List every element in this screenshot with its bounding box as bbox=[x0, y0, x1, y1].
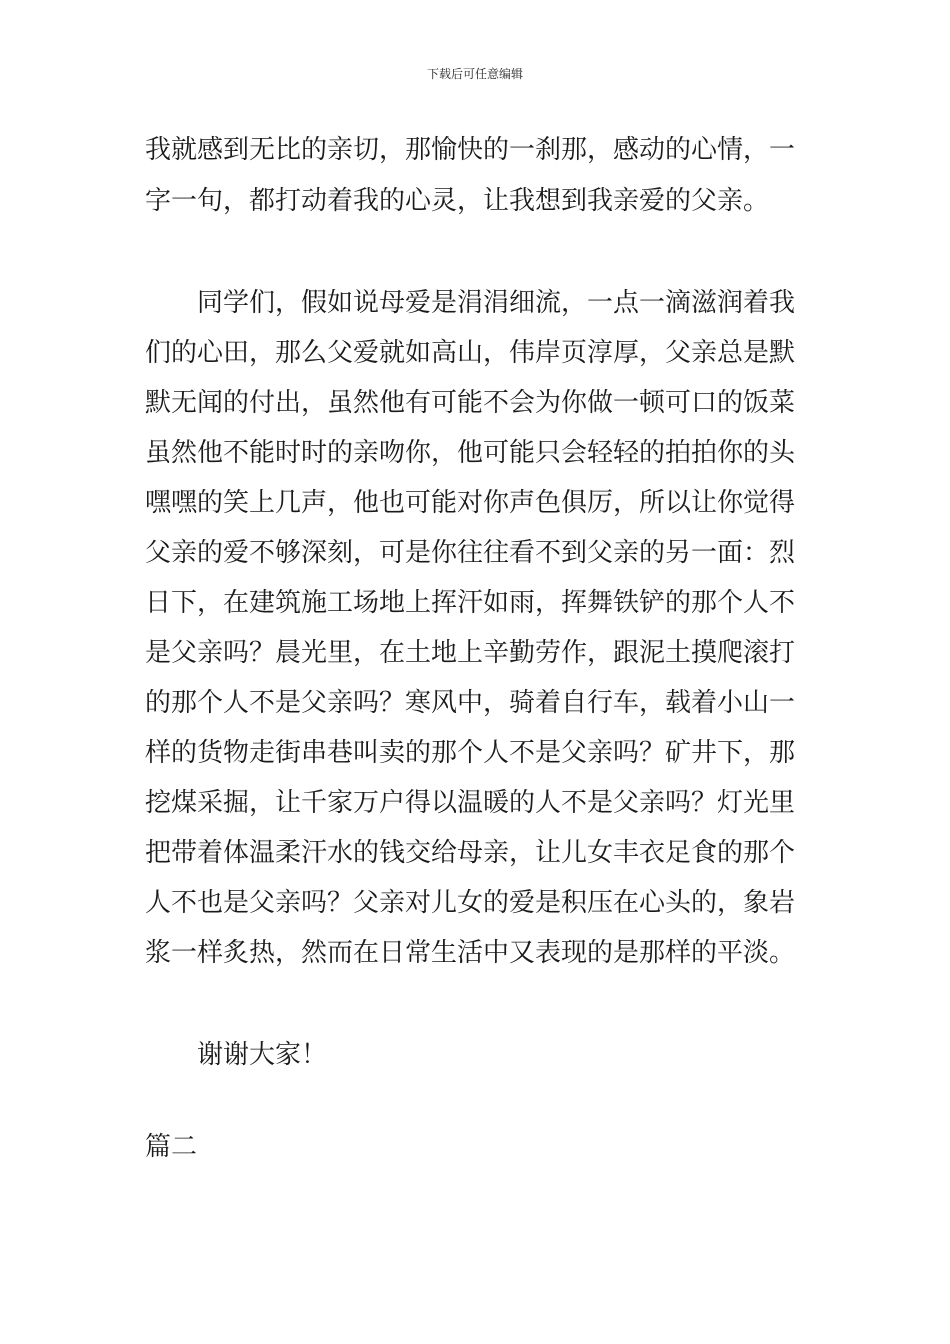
paragraph-2-line-11: 挖煤采掘，让千家万户得以温暖的人不是父亲吗？灯光里 bbox=[145, 788, 796, 818]
paragraph-2-line-1: 同学们，假如说母爱是涓涓细流，一点一滴滋润着我 bbox=[145, 288, 796, 318]
paragraph-2-line-14: 浆一样炙热，然而在日常生活中又表现的是那样的平淡。 bbox=[145, 938, 796, 968]
section-heading: 篇二 bbox=[145, 1132, 198, 1162]
thanks-line: 谢谢大家！ bbox=[145, 1040, 328, 1070]
paragraph-2-line-2: 们的心田，那么父爱就如高山，伟岸页淳厚，父亲总是默 bbox=[145, 338, 796, 368]
paragraph-1-line-2: 字一句，都打动着我的心灵，让我想到我亲爱的父亲。 bbox=[145, 186, 770, 216]
paragraph-2-line-12: 把带着体温柔汗水的钱交给母亲，让儿女丰衣足食的那个 bbox=[145, 838, 796, 868]
paragraph-2-line-13: 人不也是父亲吗？父亲对儿女的爱是积压在心头的，象岩 bbox=[145, 888, 796, 918]
paragraph-2-line-7: 日下，在建筑施工场地上挥汗如雨，挥舞铁铲的那个人不 bbox=[145, 588, 796, 618]
paragraph-2-line-10: 样的货物走街串巷叫卖的那个人不是父亲吗？矿井下，那 bbox=[145, 738, 796, 768]
paragraph-2-line-8: 是父亲吗？晨光里，在土地上辛勤劳作，跟泥土摸爬滚打 bbox=[145, 638, 796, 668]
paragraph-2-line-5: 嘿嘿的笑上几声，他也可能对你声色俱厉，所以让你觉得 bbox=[145, 488, 796, 518]
paragraph-2-line-9: 的那个人不是父亲吗？寒风中，骑着自行车，载着小山一 bbox=[145, 688, 796, 718]
paragraph-2-line-6: 父亲的爱不够深刻，可是你往往看不到父亲的另一面：烈 bbox=[145, 538, 796, 568]
paragraph-2-line-3: 默无闻的付出，虽然他有可能不会为你做一顿可口的饭菜 bbox=[145, 388, 796, 418]
page-header-note: 下载后可任意编辑 bbox=[426, 67, 523, 81]
paragraph-2-line-4: 虽然他不能时时的亲吻你，他可能只会轻轻的拍拍你的头 bbox=[145, 438, 796, 468]
paragraph-1-line-1: 我就感到无比的亲切，那愉快的一刹那，感动的心情，一 bbox=[145, 135, 796, 165]
